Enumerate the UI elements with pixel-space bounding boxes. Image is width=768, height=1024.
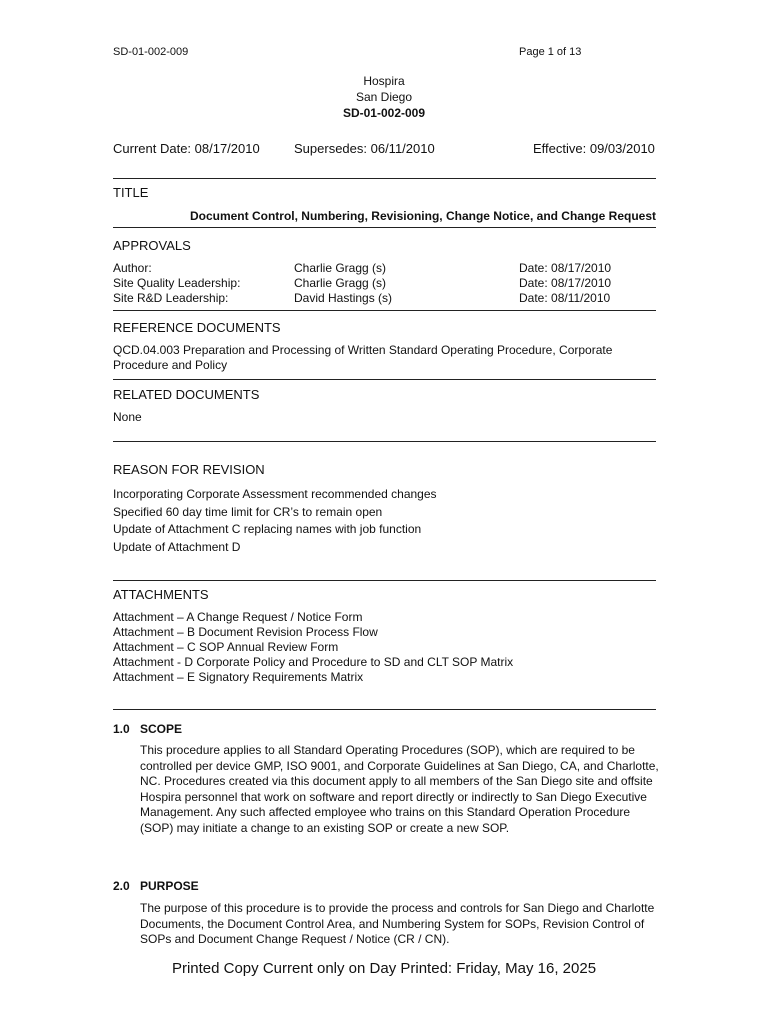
approval-name-author: Charlie Gragg (s) [294,261,387,275]
divider [113,310,656,311]
approval-name-quality: Charlie Gragg (s) [294,276,387,290]
document-title: Document Control, Numbering, Revisioning, Change Notice, and Change Request [189,209,656,223]
scope-text: This procedure applies to all Standard Operating Procedures (SOP), which are required to be controlled per device GMP, ISO 9001, and Corporate Guidelines at San Diego, CA, and Charlotte, NC. Procedures created via this document apply to all members of the San Diego site and offsite Hospira personnel that work on software and report directly or indirectly to San Diego Executive Management. Any such affected employee who trains on this Standard Operation Procedure (SOP) may initiate a change to an existing SOP or create a new SOP. [140,743,659,835]
reason-list [113,486,437,556]
related-documents-heading: RELATED DOCUMENTS [113,387,260,402]
approval-role-rd: Site R&D Leadership: [113,291,229,305]
reason-item: Update of Attachment C replacing names with job function [113,522,422,536]
title-heading: TITLE [113,185,149,200]
header-doc-id: SD-01-002-009 [113,46,189,58]
doc-number: SD-01-002-009 [342,106,426,120]
divider [113,379,656,380]
approval-date-author: Date: 08/17/2010 [519,261,612,275]
related-documents-text: None [113,410,142,424]
header-block [0,73,768,121]
approval-role-quality: Site Quality Leadership: [113,276,241,290]
approval-date-rd: Date: 08/11/2010 [519,291,611,305]
purpose-text: The purpose of this procedure is to provide the process and controls for San Diego and Charlotte Documents, the Document Control Area, and Numbering System for SOPs, Revision Control of SOPs and Document Change Request / Notice (CR / CN). [140,901,655,946]
attachments-heading: ATTACHMENTS [113,587,209,602]
site-name: San Diego [355,90,413,104]
supersedes-date: Supersedes: 06/11/2010 [294,141,435,156]
attachment-item: Attachment - D Corporate Policy and Procedure to SD and CLT SOP Matrix [113,655,514,669]
attachment-item: Attachment – E Signatory Requirements Matrix [113,670,364,684]
scope-section-number: 1.0 [113,722,130,736]
attachments-list [113,610,513,685]
reference-documents-text: QCD.04.003 Preparation and Processing of Written Standard Operating Procedure, Corporate Procedure and Policy [113,343,613,372]
approval-role-author: Author: [113,261,152,275]
current-date: Current Date: 08/17/2010 [113,141,260,156]
approval-date-quality: Date: 08/17/2010 [519,276,612,290]
purpose-heading: PURPOSE [140,879,199,893]
reason-item: Update of Attachment D [113,539,241,554]
divider [113,441,656,442]
reason-for-revision-heading: REASON FOR REVISION [113,462,265,477]
divider [113,178,656,179]
attachment-item: Attachment – C SOP Annual Review Form [113,640,339,654]
reason-item: Incorporating Corporate Assessment recommended changes [113,487,437,501]
approvals-heading: APPROVALS [113,238,191,253]
purpose-section-number: 2.0 [113,879,130,893]
attachment-item: Attachment – B Document Revision Process Flow [113,625,378,639]
effective-date: Effective: 09/03/2010 [533,141,655,156]
reference-documents-heading: REFERENCE DOCUMENTS [113,320,281,335]
page-number: Page 1 of 13 [519,46,582,58]
approval-name-rd: David Hastings (s) [294,291,393,305]
attachment-item: Attachment – A Change Request / Notice Form [113,610,363,624]
divider [113,580,656,581]
company-name: Hospira [363,74,405,88]
divider [113,709,656,710]
divider [113,227,656,228]
reason-item: Specified 60 day time limit for CR’s to remain open [113,504,383,519]
printed-copy-footer: Printed Copy Current only on Day Printed: Friday, May 16, 2025 [171,960,597,977]
scope-heading: SCOPE [140,722,183,736]
